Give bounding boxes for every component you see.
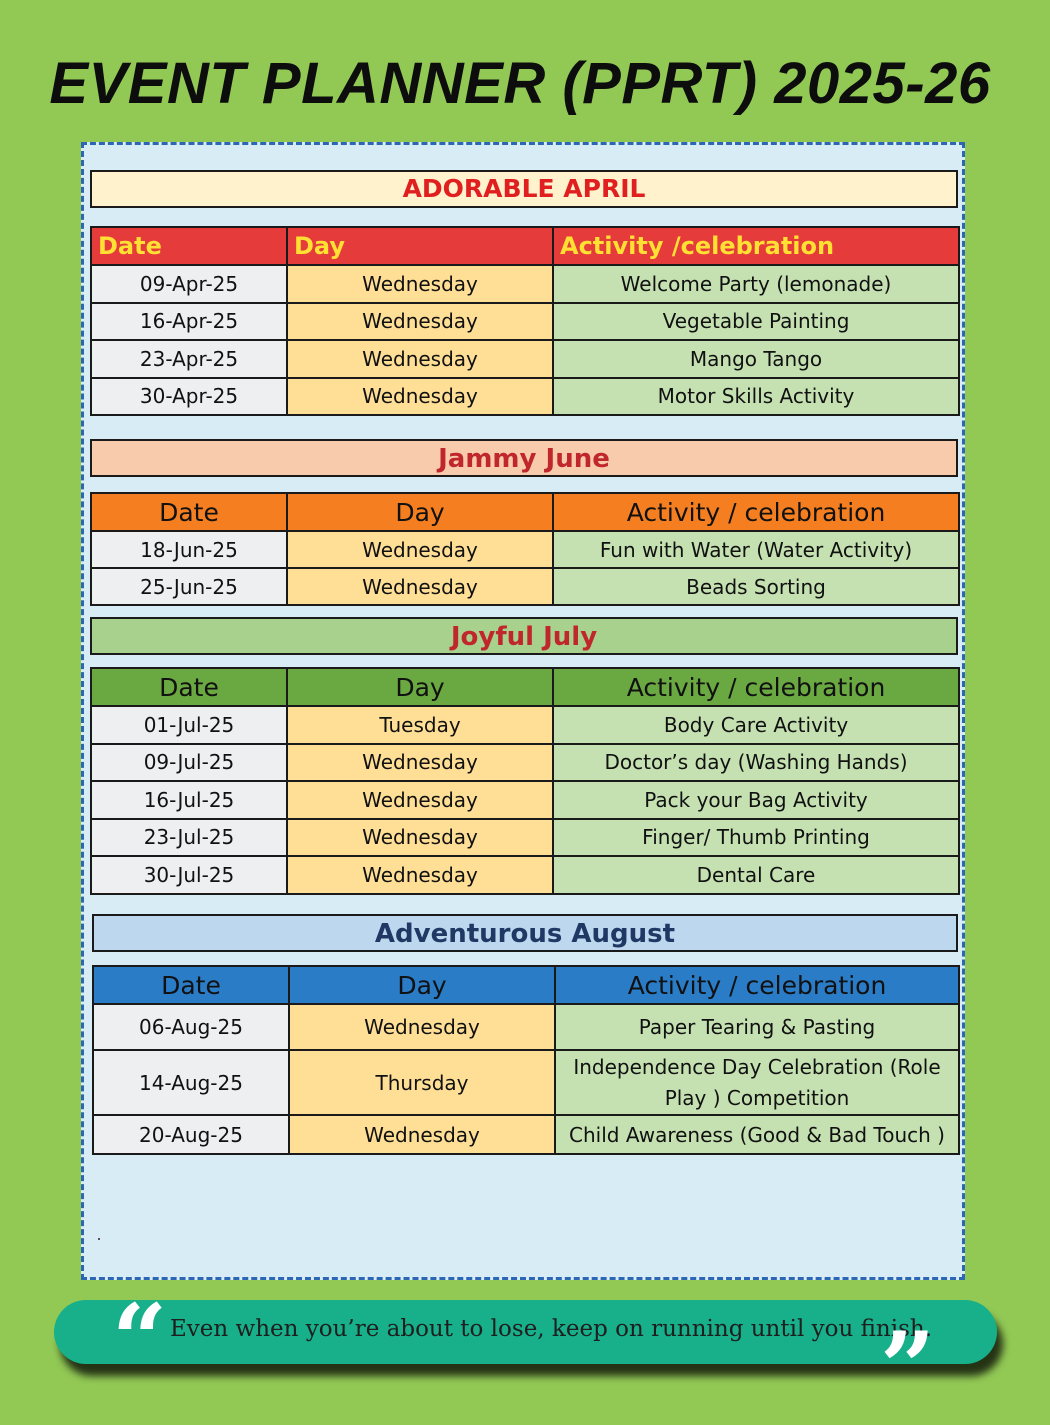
column-header-date: Date <box>91 227 287 265</box>
activity-cell: Welcome Party (lemonade) <box>553 265 959 303</box>
activity-cell: Mango Tango <box>553 340 959 378</box>
date-cell: 06-Aug-25 <box>93 1004 289 1050</box>
date-cell: 23-Jul-25 <box>91 819 287 857</box>
table-row <box>91 340 959 378</box>
column-header-activity: Activity / celebration <box>553 668 959 706</box>
activity-cell: Dental Care <box>553 856 959 894</box>
day-cell: Wednesday <box>289 1004 555 1050</box>
events-table-june <box>90 492 960 606</box>
date-cell: 16-Apr-25 <box>91 303 287 341</box>
section-banner-april <box>90 170 958 208</box>
table-row <box>91 531 959 568</box>
date-cell: 09-Jul-25 <box>91 744 287 782</box>
page-title: EVENT PLANNER (PPRT) 2025-26 <box>49 51 991 116</box>
column-header-day: Day <box>287 227 553 265</box>
table-row <box>91 378 959 416</box>
activity-cell: Child Awareness (Good & Bad Touch ) <box>555 1115 959 1154</box>
section-title-july: Joyful July <box>450 622 598 652</box>
column-header-day: Day <box>289 966 555 1004</box>
table-row <box>93 1050 959 1115</box>
table-header-row <box>91 227 959 265</box>
date-cell: 30-Apr-25 <box>91 378 287 416</box>
date-cell: 14-Aug-25 <box>93 1050 289 1115</box>
column-header-day: Day <box>287 493 553 531</box>
table-row <box>91 744 959 782</box>
activity-cell: Finger/ Thumb Printing <box>553 819 959 857</box>
date-cell: 16-Jul-25 <box>91 781 287 819</box>
day-cell: Wednesday <box>287 819 553 857</box>
activity-cell: Independence Day Celebration (Role Play ) Competition <box>555 1050 959 1115</box>
activity-cell: Body Care Activity <box>553 706 959 744</box>
day-cell: Wednesday <box>287 781 553 819</box>
day-cell: Wednesday <box>287 531 553 568</box>
table-row <box>91 706 959 744</box>
day-cell: Wednesday <box>287 265 553 303</box>
date-cell: 09-Apr-25 <box>91 265 287 303</box>
section-title-april: ADORABLE APRIL <box>402 174 646 203</box>
table-row <box>91 303 959 341</box>
date-cell: 23-Apr-25 <box>91 340 287 378</box>
date-cell: 30-Jul-25 <box>91 856 287 894</box>
day-cell: Wednesday <box>287 856 553 894</box>
day-cell: Wednesday <box>287 303 553 341</box>
date-cell: 20-Aug-25 <box>93 1115 289 1154</box>
table-row <box>93 1004 959 1050</box>
column-header-activity: Activity / celebration <box>555 966 959 1004</box>
day-cell: Wednesday <box>287 744 553 782</box>
events-table-august <box>92 965 960 1155</box>
section-title-august: Adventurous August <box>374 919 676 949</box>
section-banner-june <box>90 439 958 477</box>
day-cell: Tuesday <box>287 706 553 744</box>
day-cell: Wednesday <box>287 340 553 378</box>
day-cell: Wednesday <box>289 1115 555 1154</box>
close-quote-mark-icon: ” <box>880 1311 936 1424</box>
activity-cell: Motor Skills Activity <box>553 378 959 416</box>
day-cell: Thursday <box>289 1050 555 1115</box>
column-header-activity: Activity /celebration <box>553 227 959 265</box>
table-row <box>91 856 959 894</box>
table-header-row <box>91 493 959 531</box>
table-row <box>91 265 959 303</box>
table-header-row <box>93 966 959 1004</box>
day-cell: Wednesday <box>287 568 553 605</box>
activity-cell: Paper Tearing & Pasting <box>555 1004 959 1050</box>
quote-text: Even when you’re about to lose, keep on running until you finish. <box>170 1316 933 1342</box>
section-title-june: Jammy June <box>438 444 610 474</box>
column-header-activity: Activity / celebration <box>553 493 959 531</box>
events-table-april <box>90 226 960 416</box>
open-quote-mark-icon: “ <box>112 1283 168 1396</box>
date-cell: 01-Jul-25 <box>91 706 287 744</box>
section-banner-july <box>90 617 958 655</box>
column-header-date: Date <box>91 668 287 706</box>
column-header-day: Day <box>287 668 553 706</box>
stray-dot <box>98 1238 100 1240</box>
date-cell: 25-Jun-25 <box>91 568 287 605</box>
table-header-row <box>91 668 959 706</box>
events-table-july <box>90 667 960 895</box>
activity-cell: Pack your Bag Activity <box>553 781 959 819</box>
section-banner-august <box>92 914 958 952</box>
table-row <box>91 568 959 605</box>
table-row <box>93 1115 959 1154</box>
date-cell: 18-Jun-25 <box>91 531 287 568</box>
activity-cell: Beads Sorting <box>553 568 959 605</box>
activity-cell: Doctor’s day (Washing Hands) <box>553 744 959 782</box>
activity-cell: Vegetable Painting <box>553 303 959 341</box>
table-row <box>91 819 959 857</box>
day-cell: Wednesday <box>287 378 553 416</box>
column-header-date: Date <box>93 966 289 1004</box>
table-row <box>91 781 959 819</box>
activity-cell: Fun with Water (Water Activity) <box>553 531 959 568</box>
column-header-date: Date <box>91 493 287 531</box>
